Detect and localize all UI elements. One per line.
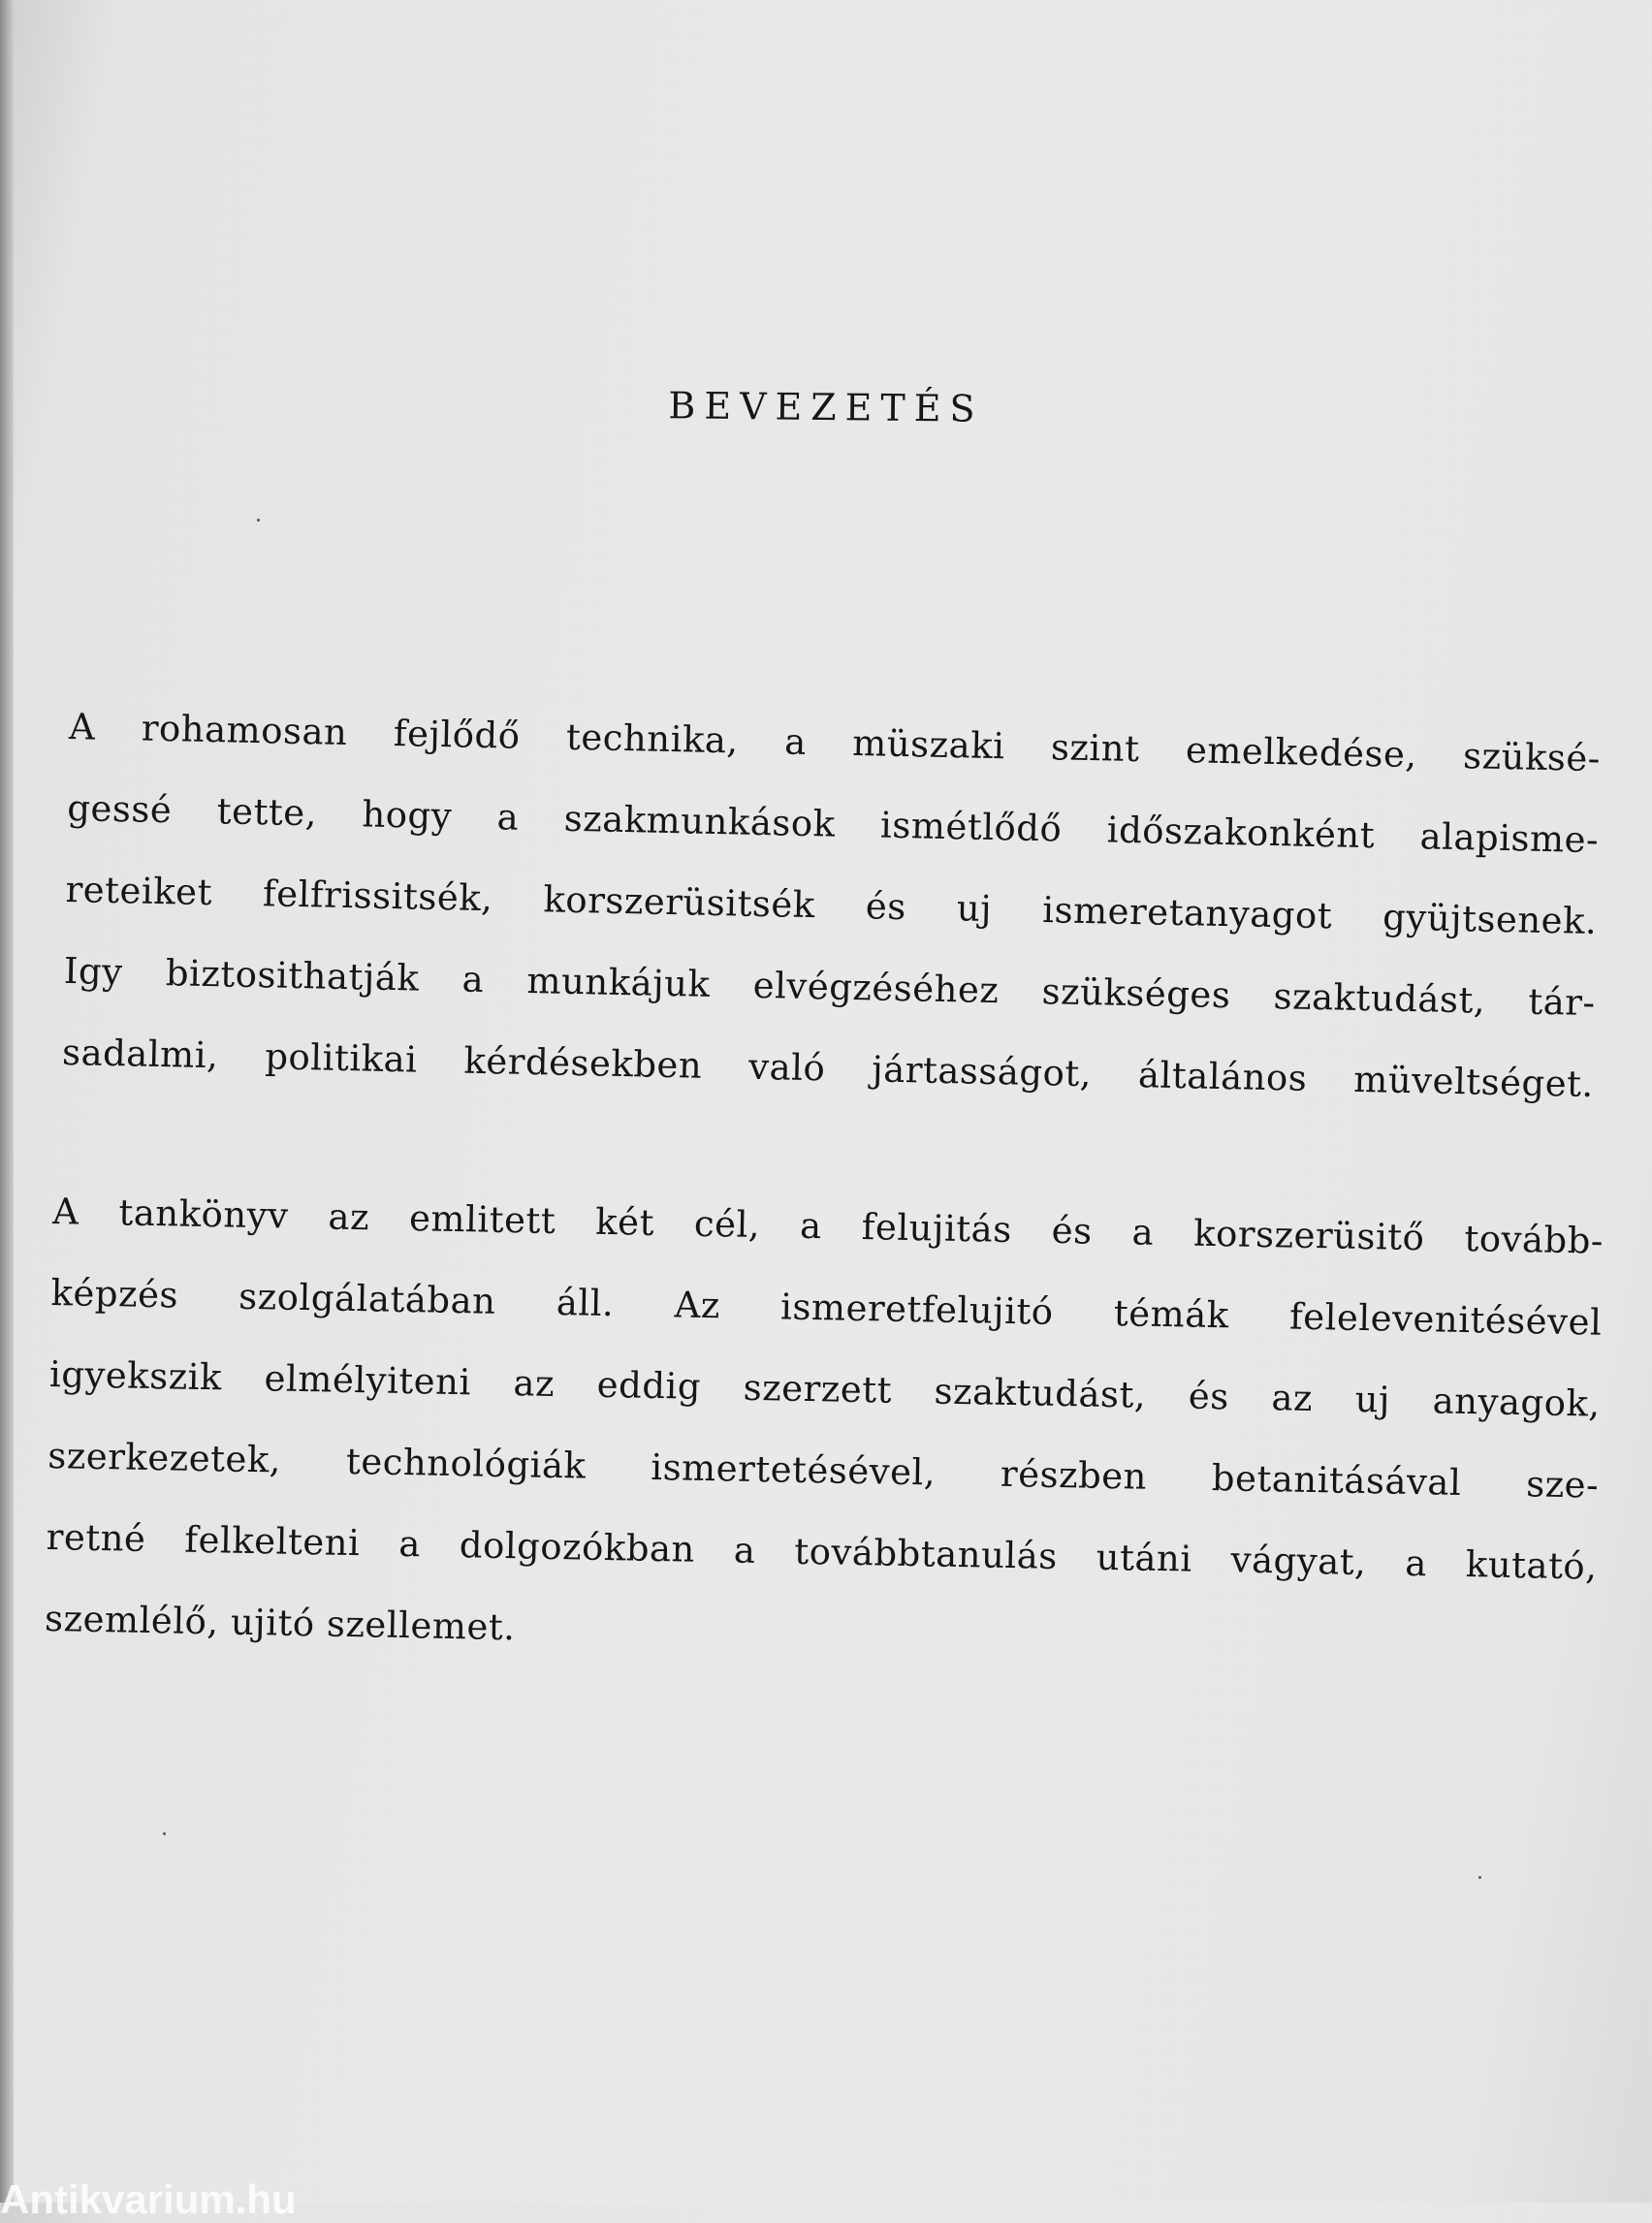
page-edge-shadow xyxy=(0,0,14,2203)
text-line: reteiket felfrissitsék, korszerüsitsék és uj ismeretanyagot gyüjtsenek. xyxy=(65,868,1598,943)
paper-speck xyxy=(1478,1876,1481,1879)
text-line: sadalmi, politikai kérdésekben való jártasságot, általános müveltséget. xyxy=(61,1031,1595,1106)
text-line: képzés szolgálatában áll. Az ismeretfelujitó témák felelevenitésével xyxy=(50,1271,1603,1344)
text-line: igyekszik elmélyiteni az eddig szerzett szaktudást, és az uj anyagok, xyxy=(48,1352,1602,1425)
text-line: A tankönyv az emlitett két cél, a felujitás és a korszerüsitő tovább- xyxy=(51,1190,1604,1262)
text-line: gessé tette, hogy a szakmunkások ismétlődő időszakonként alapisme- xyxy=(66,786,1600,862)
text-line: Igy biztosithatják a munkájuk elvégzéséhez szükséges szaktudást, tár- xyxy=(63,949,1596,1025)
text-line: A rohamosan fejlődő technika, a müszaki szint emelkedése, szüksé- xyxy=(68,705,1602,780)
text-line: szemlélő, ujitó szellemet. xyxy=(44,1597,516,1649)
paragraph-intro xyxy=(61,686,1601,1126)
paper-speck xyxy=(257,519,260,522)
paper-speck xyxy=(163,1832,166,1835)
watermark: Antikvarium.hu xyxy=(0,2176,297,2222)
text-line: szerkezetek, technológiák ismertetésével, részben betanitásával sze- xyxy=(47,1434,1600,1507)
page-title: BEVEZETÉS xyxy=(668,384,984,430)
paragraph-purpose xyxy=(44,1171,1604,1690)
text-line: retné felkelteni a dolgozókban a továbbtanulás utáni vágyat, a kutató, xyxy=(46,1515,1598,1588)
